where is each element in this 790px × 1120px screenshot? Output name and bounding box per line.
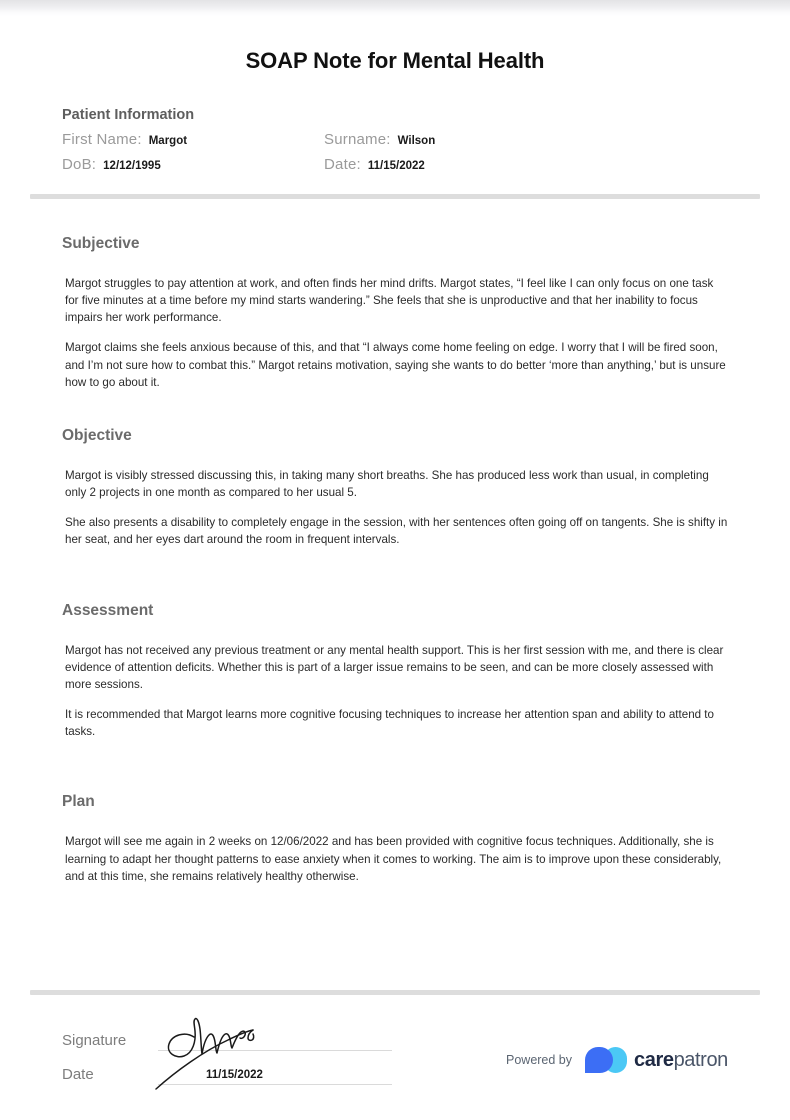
wordmark-regular: patron xyxy=(673,1049,728,1071)
date-value[interactable]: 11/15/2022 xyxy=(367,160,425,172)
signature-date-value[interactable]: 11/15/2022 xyxy=(206,1069,263,1081)
field-first-name xyxy=(62,131,324,148)
section-heading-objective: Objective xyxy=(62,426,132,444)
field-date xyxy=(324,156,425,173)
dob-label: DoB: xyxy=(62,156,97,173)
section-heading-subjective: Subjective xyxy=(62,235,140,252)
section-body-plan xyxy=(62,833,728,884)
section-body-subjective xyxy=(62,275,728,391)
patient-information-heading: Patient Information xyxy=(62,107,195,123)
section-heading-assessment: Assessment xyxy=(62,601,154,619)
powered-by-block xyxy=(506,1047,728,1073)
signature-input-line[interactable] xyxy=(158,1017,392,1051)
date-row xyxy=(62,1051,392,1085)
wordmark-bold: care xyxy=(634,1049,674,1071)
dob-value[interactable]: 12/12/1995 xyxy=(103,160,161,172)
date-label: Date xyxy=(62,1066,94,1083)
soap-sections xyxy=(0,235,790,885)
section-plan xyxy=(62,793,728,884)
paragraph: Margot claims she feels anxious because of this, and that “I always come home feeling on edge. I worry that I will be fired soon, and I’m not sure how to combat this.” Margot retains motivation, saying she wants to do better ‘more than anything,’ but is unsure how to go about it. xyxy=(65,341,726,389)
section-subjective xyxy=(62,235,728,391)
surname-value[interactable]: Wilson xyxy=(397,135,436,147)
signature-label: Signature xyxy=(62,1032,127,1049)
section-body-objective xyxy=(62,467,728,549)
section-objective xyxy=(62,427,728,549)
paragraph: Margot has not received any previous treatment or any mental health support. This is her first session with me, and there is clear evidence of attention deficits. Whether this is part of a larger issue remains to be seen, and can be more closely assessed with more sessions. xyxy=(65,643,724,691)
paragraph: Margot is visibly stressed discussing this, in taking many short breaths. She has produced less work than usual, in completing only 2 projects in one month as compared to her usual 5. xyxy=(65,468,709,500)
patient-information-section xyxy=(0,107,790,173)
paragraph: It is recommended that Margot learns more cognitive focusing techniques to increase her attention span and ability to attend to tasks. xyxy=(65,708,714,739)
date-label: Date: xyxy=(324,156,361,173)
paragraph: Margot will see me again in 2 weeks on 12/06/2022 and has been provided with cognitive focus techniques. Additionally, she is learning to adapt her thought patterns to ease anxiety when it comes to working. The aim is to improve upon these considerably, and at this time, she remains relatively healthy otherwise. xyxy=(65,835,722,883)
signature-block xyxy=(62,1017,392,1085)
date-input-line[interactable] xyxy=(158,1051,392,1085)
field-dob xyxy=(62,156,324,173)
powered-by-label: Powered by xyxy=(506,1053,573,1067)
paragraph: Margot struggles to pay attention at work, and often finds her mind drifts. Margot states, “I feel like I can only focus on one task for five minutes at a time before my mind starts wandering.” She feels that she is unproductive and that her inability to focus impairs her work performance. xyxy=(65,277,714,325)
first-name-value[interactable]: Margot xyxy=(148,135,188,147)
page-footer xyxy=(0,990,790,1120)
page-title: SOAP Note for Mental Health xyxy=(245,48,545,73)
paragraph: She also presents a disability to completely engage in the session, with her sentences often going off on tangents. She is shifty in her seat, and her eyes dart around the room in frequent intervals. xyxy=(65,516,728,547)
patient-row-name xyxy=(62,131,728,148)
section-body-assessment xyxy=(62,642,728,741)
logo-blob-primary xyxy=(585,1047,613,1073)
section-assessment xyxy=(62,602,728,741)
carepatron-wordmark xyxy=(634,1050,728,1070)
header-divider xyxy=(30,194,760,199)
patient-row-dates xyxy=(62,156,728,173)
carepatron-logo-icon xyxy=(585,1047,627,1073)
first-name-label: First Name: xyxy=(62,131,142,148)
surname-label: Surname: xyxy=(324,131,391,148)
section-heading-plan: Plan xyxy=(62,793,95,811)
field-surname xyxy=(324,131,435,148)
signature-row xyxy=(62,1017,392,1051)
